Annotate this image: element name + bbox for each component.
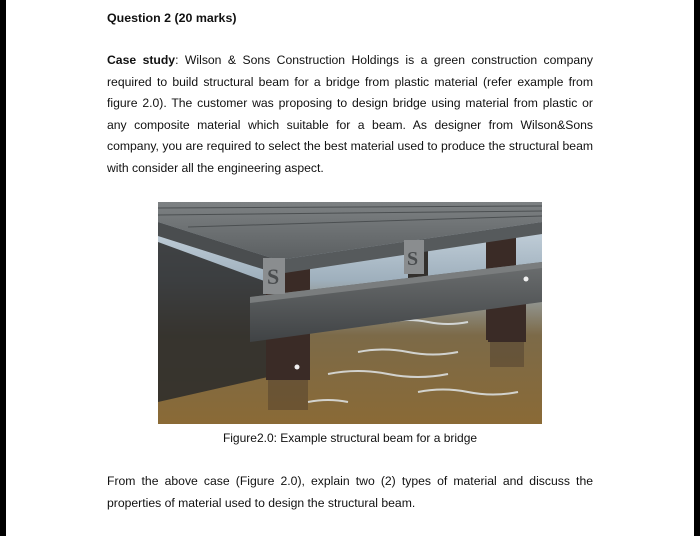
case-study-label: Case study [107, 53, 176, 67]
post-reflection [490, 342, 524, 367]
s-bracket-logo [263, 258, 285, 294]
question-paragraph: From the above case (Figure 2.0), explain two (2) types of material and discuss the properties of material used to design the structural beam. [107, 474, 593, 510]
case-study-paragraph [107, 50, 593, 179]
bridge-beam-figure [158, 202, 542, 424]
figure-caption: Figure2.0: Example structural beam for a bridge [222, 431, 478, 445]
case-study-text: : Wilson & Sons Construction Holdings is a green construction company required to build structural beam for a bridge from plastic material (refer example from figure 2.0). The customer was proposing to design bridge using material from plastic or any composite material which suitable for a beam. As designer from Wilson&Sons company, you are required to select the best material used to produce the structural beam with consider all the engineering aspect. [107, 53, 593, 175]
s-bracket-logo [404, 240, 424, 274]
bolt [295, 365, 300, 370]
question-title: Question 2 (20 marks) [107, 11, 237, 25]
bolt [524, 277, 529, 282]
post-reflection [268, 380, 308, 410]
svg-text:S: S [407, 248, 419, 270]
document-page [6, 0, 694, 536]
svg-text:S: S [267, 264, 280, 289]
